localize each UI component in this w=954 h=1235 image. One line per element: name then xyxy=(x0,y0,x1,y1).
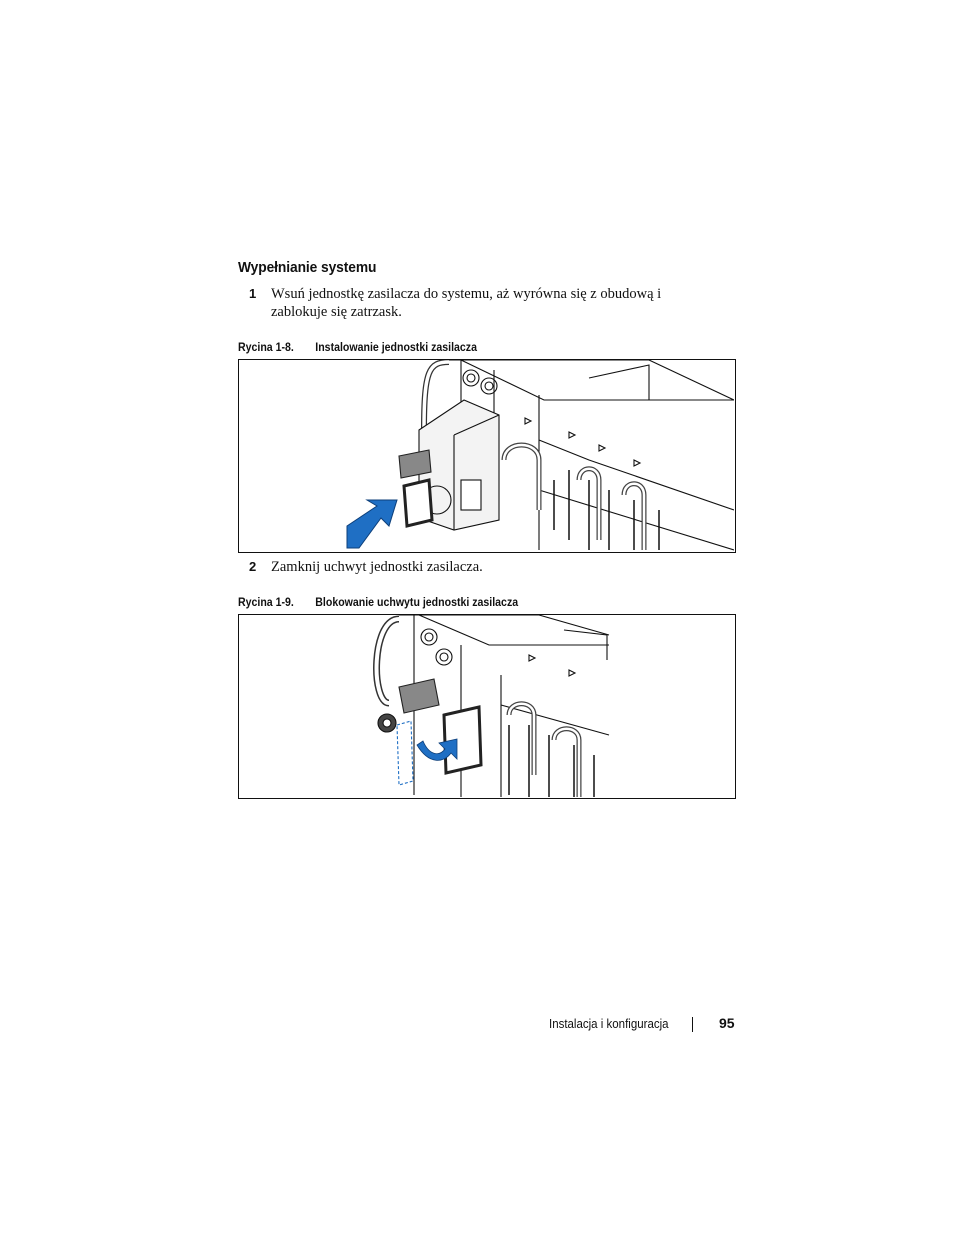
step-number: 2 xyxy=(249,559,257,574)
step-number: 1 xyxy=(249,286,257,301)
page-number: 95 xyxy=(719,1015,735,1031)
footer-separator xyxy=(692,1017,693,1032)
section-title: Wypełnianie systemu xyxy=(238,259,377,276)
figure-title: Blokowanie uchwytu jednostki zasilacza xyxy=(315,597,519,609)
figure-caption-1 xyxy=(238,342,698,354)
figure-psu-handle-lock xyxy=(238,614,736,799)
figure-label: Rycina 1-9. xyxy=(238,597,294,609)
psu-handle-lock-illustration xyxy=(239,615,734,797)
figure-label: Rycina 1-8. xyxy=(238,342,294,354)
figure-title: Instalowanie jednostki zasilacza xyxy=(315,342,477,354)
figure-psu-install xyxy=(238,359,736,553)
figure-caption-2 xyxy=(238,597,698,609)
step-text: Zamknij uchwyt jednostki zasilacza. xyxy=(271,559,483,575)
footer-section-name: Instalacja i konfiguracja xyxy=(549,1017,669,1031)
step-text: Wsuń jednostkę zasilacza do systemu, aż wyrówna się z obudową i zablokuje się zatrzask. xyxy=(271,286,662,320)
psu-install-illustration xyxy=(239,360,734,551)
